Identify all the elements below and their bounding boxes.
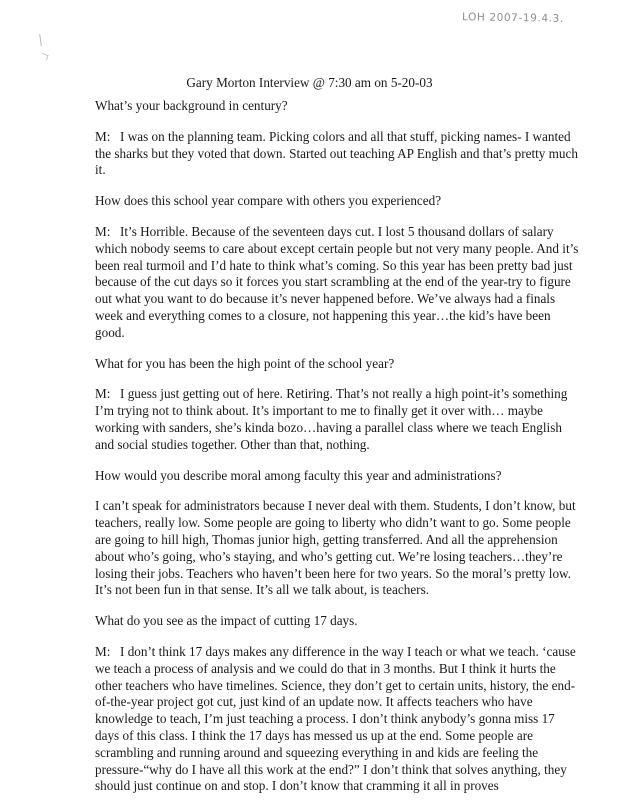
speaker-label: M: bbox=[95, 128, 111, 144]
paragraph-text: I can’t speak for administrators because I never deal with them. Students, I don’t know, but teachers, really low. Some people are going to liberty who didn’t want to go. Some people are going to hill high, Thomas junior high, getting transferred. And all the apprehension about who’s going, who’s staying, and who’s getting cut. We’re losing teachers…they’re losing their jobs. Teachers who haven’t been here for two years. So the moral’s pretty low. It’s not been fun in that sense. It’s all we talk about, is teachers. bbox=[95, 498, 576, 598]
paragraph-text: How would you describe moral among faculty this year and administrations? bbox=[95, 467, 502, 483]
transcript-paragraph bbox=[95, 498, 582, 599]
transcript-paragraph bbox=[95, 644, 582, 795]
speaker-label: M: bbox=[95, 643, 111, 659]
page-title: Gary Morton Interview @ 7:30 am on 5-20-03 bbox=[186, 75, 433, 90]
paragraph-text: I don’t think 17 days makes any difference in the way I teach or what we teach. ‘cause we teach a process of analysis and we could do that in 3 months. But I think it hurts the other teachers who have timelines. Science, they don’t get to certain units, history, the end-of-the-year project got cut, just kind of an update now. It affects teachers who have knowledge to teach, I’m just teaching a process. I don’t think anybody’s gonna miss 17 days of this class. I think the 17 days has messed us up at the end. Some people are scrambling and running around and squeezing everything in and kids are feeling the pressure-“why do I have all this work at the end?” I don’t think that solves anything, they should just continue on and stop. I don’t know that cramming it all in proves bbox=[95, 643, 576, 794]
transcript-paragraph bbox=[95, 356, 582, 373]
stray-pen-mark bbox=[39, 34, 44, 46]
paragraph-text: How does this school year compare with others you experienced? bbox=[95, 193, 442, 209]
transcript-paragraph bbox=[95, 98, 582, 115]
speaker-label: M: bbox=[95, 223, 111, 239]
transcript-paragraph bbox=[95, 468, 582, 485]
paragraph-text: It’s Horrible. Because of the seventeen days cut. I lost 5 thousand dollars of salary which nobody seems to care about except certain people but not very many people. And it’s been real turmoil and I’d hate to think what’s coming. So this year has been pretty bad just because of the cut days so it forces you start scrambling at the end of the year-try to figure out what you want to do because it’s never happened before. We’ve always had a finals week and everything comes to a closure, not happening this year…the kid’s have been good. bbox=[95, 223, 579, 340]
stray-pen-mark bbox=[40, 53, 48, 60]
paragraph-text: What’s your background in century? bbox=[95, 98, 288, 113]
speaker-label: M: bbox=[95, 386, 111, 402]
transcript-body bbox=[95, 98, 582, 800]
paragraph-text: I guess just getting out of here. Retiring. That’s not really a high point-it’s something I’m trying not to think about. It’s important to me to finally get it over with… maybe working with sanders, she’s kinda bozo…having a parallel class where we teach English and social studies together. Other than that, nothing. bbox=[95, 386, 568, 452]
paragraph-text: What for you has been the high point of the school year? bbox=[95, 355, 395, 371]
transcript-paragraph bbox=[95, 386, 582, 453]
transcript-paragraph bbox=[95, 613, 582, 630]
transcript-paragraph bbox=[95, 129, 582, 179]
transcript-paragraph bbox=[95, 193, 582, 210]
paragraph-text: What do you see as the impact of cutting 17 days. bbox=[95, 613, 358, 629]
archive-accession-mark: LOH 2007-19.4.3. bbox=[461, 11, 564, 25]
transcript-paragraph bbox=[95, 224, 582, 342]
paragraph-text: I was on the planning team. Picking colors and all that stuff, picking names- I wanted the sharks but they voted that down. Started out teaching AP English and that’s pretty much it. bbox=[95, 128, 578, 178]
